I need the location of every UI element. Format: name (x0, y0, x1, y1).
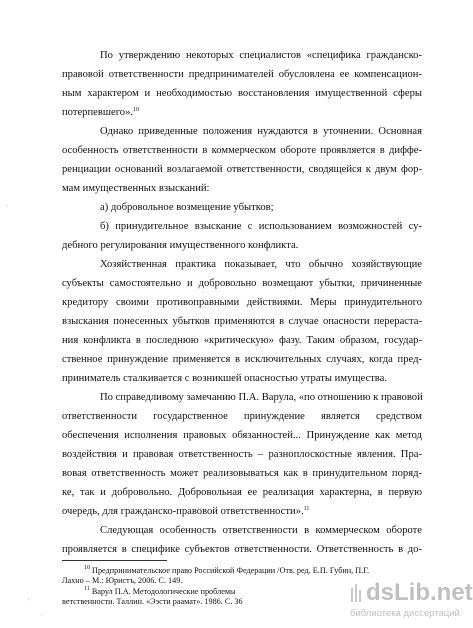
footnote: $^{10}$ Предпринимательское право Российской Федерации /Отв. ред. Е.П. Губин, П.Г. (84, 565, 370, 575)
text-line: Следующая особенность ответственности в коммерческом обороте (100, 525, 422, 536)
text-line: ния конфликта в последнюю «критическую» фазу. Таким образом, государ- (62, 335, 422, 346)
text-line: ке, так и добровольно. Добровольная ее реализация характерна, в первую (62, 487, 422, 498)
scan-speck: . (6, 199, 8, 208)
text-line: По справедливому замечанию П.А. Варула, «по отношению к правовой (100, 392, 423, 403)
text-line: дебного регулирования имущественного конфликта. (62, 240, 299, 251)
list-item: б) принудительное взыскание с использованием возможностей су- (100, 221, 422, 232)
text-line: По утверждению некоторых специалистов «специфика гражданско- (100, 50, 422, 61)
scan-speck: ' (28, 597, 30, 606)
text-line: ственное принуждение применяется в исключительных случаях, когда пред- (62, 354, 422, 365)
watermark (350, 579, 473, 622)
text-line: потерпевшего».$^{10}$ (62, 107, 140, 118)
text-line: воздействия и правовая ответственность – разноплоскостные явления. Пра- (62, 449, 422, 460)
footnote-separator (62, 560, 167, 561)
watermark-subtitle: библиотека диссертаций (350, 608, 460, 619)
footnote-ref: 11 (303, 506, 310, 512)
dslib-logo-icon (350, 582, 364, 608)
footnote-ref: 10 (133, 107, 140, 113)
watermark-name: dsLib.net (366, 579, 473, 606)
text-line: очередь, для гражданско-правовой ответственности».$^{11}$ (62, 506, 310, 517)
footnote: Лахно – М.: Юристъ, 2006. С. 149. (62, 576, 183, 585)
text-line: вовая ответственность может реализовываться как в принудительном поряд- (62, 468, 422, 479)
text-line: субъекты самостоятельно и добровольно возмещают убытки, причиненные (62, 278, 422, 289)
text-line: мам имущественных взысканий: (62, 183, 210, 194)
text-line: ным характером и необходимостью восстановления имущественной сферы (62, 88, 422, 99)
scan-speck: · (40, 611, 43, 620)
footnote-number: 10 (84, 565, 90, 571)
text-line: обеспечения исполнения правовых обязанностей... Принуждение как метод (62, 430, 422, 441)
text-line: приниматель сталкивается с возникшей опасностью утраты имущества. (62, 373, 388, 384)
text-line: Хозяйственная практика показывает, что обычно хозяйствующие (100, 259, 422, 270)
text-line: ренциации оснований возлагаемой ответственности, сводящейся к двум фор- (62, 164, 422, 175)
text-line: особенность ответственности в коммерческом обороте проявляется в диффе- (62, 145, 422, 156)
footnote-number: 11 (84, 586, 90, 592)
footnote: $^{11}$ Варул П.А. Методологические проблемы (84, 586, 236, 596)
text-line: ответственности государственное принуждение является средством (62, 411, 422, 422)
footnote: ветственности. Таллин. «Ээсти раамат». 1986. С. 36 (62, 597, 243, 606)
text-line: проявляется в специфике субъектов ответственности. Ответственность в до- (62, 544, 422, 555)
list-item: а) добровольное возмещение убытков; (100, 202, 274, 213)
text-line: правовой ответственности предпринимателей обусловлена ее компенсацион- (62, 69, 422, 80)
text-line: Однако приведенные положения нуждаются в уточнении. Основная (100, 126, 422, 137)
text-line: кредитору своими противоправными действиями. Меры принудительного (62, 297, 422, 308)
text-line: взыскания понесенных убытков применяются в случае опасности перераста- (62, 316, 422, 327)
